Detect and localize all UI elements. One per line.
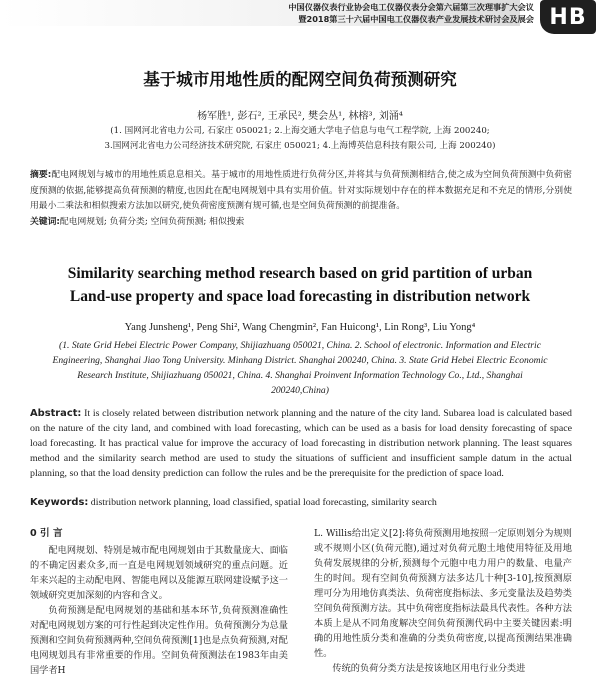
english-affiliations: (1. State Grid Hebei Electric Power Company, Shijiazhuang 050021, China. 2. School of electronic. Information and Electric Engineering, Shanghai Jiao Tong University. Minhang District. Shanghai 200240, China. 3. State Grid Hebei Electric Economic Research Institute, Shijiazhuang 050021, China. 4. Shanghai Proinvent Information Technology Co., Ltd., Shanghai 200240,China): [52, 340, 548, 396]
chinese-affiliation-line-1: (1. 国网河北省电力公司, 石家庄 050021; 2.上海交通大学电子信息与电气工程学院, 上海 200240;: [110, 126, 490, 136]
body-right-column: [314, 526, 572, 676]
journal-header: [0, 0, 600, 34]
chinese-authors: 杨军胜¹, 彭石², 王承民², 樊会丛¹, 林榕³, 刘涌⁴: [197, 111, 403, 122]
chinese-keywords-text: 配电网规划; 负荷分类; 空间负荷预测; 相似搜索: [59, 216, 245, 227]
chinese-abstract-label: 摘要:: [30, 170, 52, 180]
chinese-abstract-text: 配电网规划与城市的用地性质息息相关。基于城市的用地性质进行负荷分区,并将其与负荷预测相结合,使之成为空间负荷预测中负荷密度预测的依据,能够提高负荷预测的精度,也因此在配电网规划中具有实用价值。针对实际规划中存在的样本数据充足和不充足的情形,分别使用最小二乘法和相似搜索方法加以研究,使负荷密度预测有规可循,也是空间负荷预测的前提准备。: [30, 170, 572, 211]
english-title-line-1: Similarity searching method research based on grid partition of urban: [67, 265, 533, 282]
english-abstract-label: Abstract:: [30, 408, 82, 419]
english-title: [0, 262, 600, 308]
body-paragraph: L. Willis给出定义[2]:将负荷预测用地按照一定原则划分为规则或不规则小区(负荷元胞),通过对负荷元胞土地使用特征及用地负荷发展规律的分析,预测每个元胞中电力用户的数量、电量产生的时间。现有空间负荷预测方法多达几十种[3-10],按预测原理可分为用地仿真类法、负荷密度指标法、多元变量法及趋势类空间负荷预测方法。其中负荷密度指标法最具代表性。各种方法本质上是从不同角度解决空间负荷预测代码中主要关键因素:明确的用地性质分类和准确的分类负荷密度,以提高预测结果准确性。: [314, 528, 572, 659]
body-paragraph: 传统的负荷分类方法是按该地区用电行业分类进: [332, 663, 526, 674]
english-keywords-label: Keywords:: [30, 497, 89, 508]
english-abstract: [30, 406, 572, 481]
chinese-keywords-label: 关键词:: [30, 216, 60, 227]
section-heading-introduction: 0 引 言: [30, 528, 63, 539]
body-paragraph: 配电网规划、特别是城市配电网规划由于其数量庞大、面临的不确定因素众多,而一直是电网规划领域研究的重点问题。近年来兴起的主动配电网、智能电网以及能源互联网建设赋予这一领域研究更加深刻的内容和含义。: [30, 545, 288, 601]
chinese-affiliations: [40, 124, 560, 154]
english-abstract-text: It is closely related between distribution network planning and the nature of the city land. Subarea load is calculated based on the nature of the city land, and combined with load forecasting, which can be used as a basis for load density forecasting of space load forecasting. It has practical value for improve the accuracy of load forecasting in distribution network planning. The least squares method and the similarity search method are used to study the situations of sufficient and insufficient sample datum in the actual planning, so that the load density prediction can follow the rules and be the prerequisite for the prediction of space load.: [30, 408, 572, 479]
english-title-line-2: Land-use property and space load forecasting in distribution network: [69, 288, 531, 305]
chinese-abstract-paragraph: [30, 168, 572, 215]
body-left-column: [30, 526, 288, 678]
header-line-2: 暨2018第三十六届中国电工仪器仪表产业发展技术研讨会及展会: [298, 14, 534, 24]
body-paragraph: 负荷预测是配电网规划的基础和基本环节,负荷预测准确性对配电网规划方案的可行性起到决定性作用。负荷预测分为总量预测和空间负荷预测两种,空间负荷预测[1]也是点负荷预测,对配电网规划具有非常重要的作用。空间负荷预测法在1983年由美国学者H: [30, 605, 288, 676]
chinese-title: 基于城市用地性质的配网空间负荷预测研究: [143, 70, 457, 89]
english-keywords: [30, 497, 572, 508]
english-authors: Yang Junsheng¹, Peng Shi², Wang Chengmin², Fan Huicong¹, Lin Rong³, Liu Yong⁴: [124, 322, 476, 333]
header-conference-text: [288, 1, 534, 25]
chinese-affiliation-line-2: 3.国网河北省电力公司经济技术研究院, 石家庄 050021; 4.上海博英信息科技有限公司, 上海 200240): [104, 141, 496, 151]
header-line-1: 中国仪器仪表行业协会电工仪器仪表分会第六届第三次理事扩大会议: [288, 2, 534, 12]
chinese-keywords: [30, 215, 572, 231]
logo-text: HB: [549, 4, 587, 30]
english-keywords-text: distribution network planning, load classified, spatial load forecasting, similarity search: [90, 497, 437, 508]
chinese-abstract: [30, 168, 572, 230]
journal-logo-icon: [540, 0, 596, 34]
